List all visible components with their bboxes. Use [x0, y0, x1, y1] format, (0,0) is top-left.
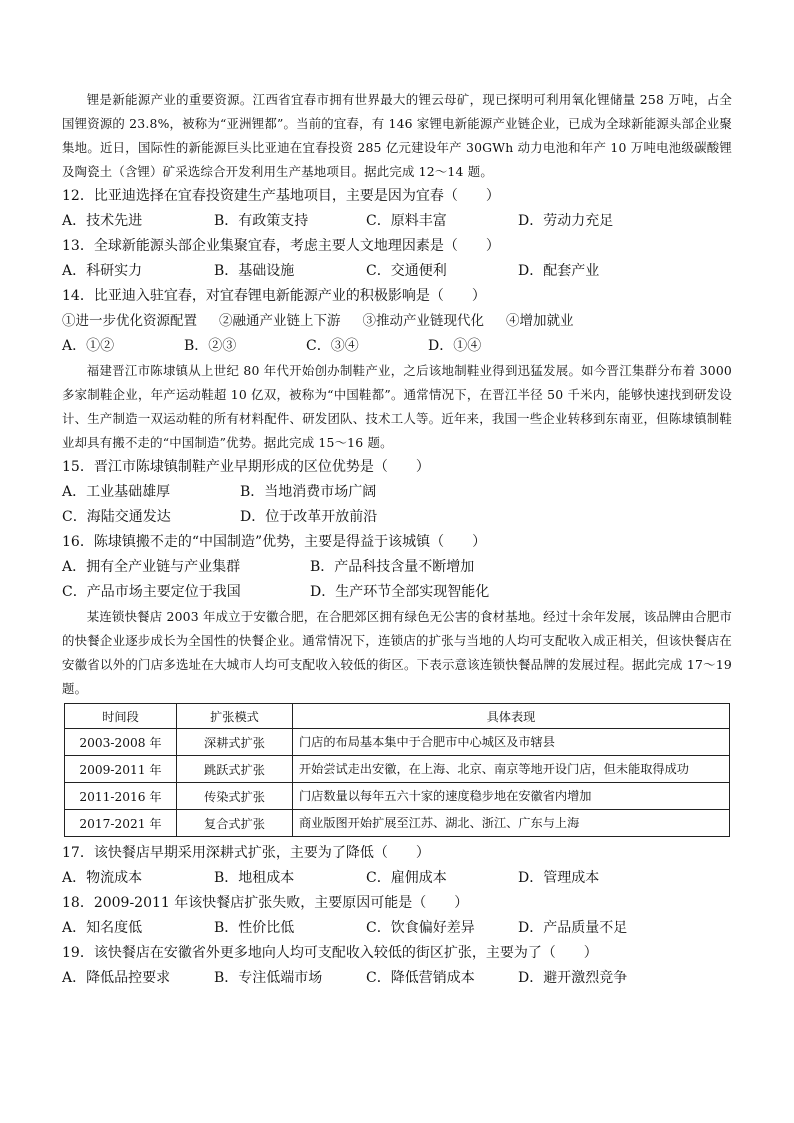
question-16: 16．陈埭镇搬不走的“中国制造”优势，主要是得益于该城镇（ ） [62, 534, 487, 550]
passage-shoes: 福建晋江市陈埭镇从上世纪 80 年代开始创办制鞋产业，之后该地制鞋业得到迅猛发展。如今晋江集群分布着 3000 多家制鞋企业，年产运动鞋超 10 亿双，被称为“中国鞋都”。通常情况下，在晋江半径 50 千米内，能够快速找到研发设计、生产制造一双运动鞋的所有材料配件、研发团队、技术工人等。近年来，我国一些企业转移到东南亚，但陈埭镇制鞋业却具有搬不走的“中国制造”优势。据此完成 15～16 题。 [62, 363, 732, 450]
period-cell: 2003-2008 年 [65, 729, 177, 756]
question-16-options-row1 [62, 555, 732, 580]
option-b[interactable]: B．②③ [184, 338, 237, 354]
period-cell: 2009-2011 年 [65, 756, 177, 783]
question-14-options [62, 334, 732, 359]
option-b[interactable]: B．性价比低 [214, 920, 295, 936]
question-12: 12．比亚迪选择在宜春投资建生产基地项目，主要是因为宜春（ ） [62, 188, 500, 204]
option-d[interactable]: D．①④ [428, 338, 482, 354]
question-13-options [62, 259, 732, 284]
table-row [65, 810, 730, 837]
detail-cell: 开始尝试走出安徽，在上海、北京、南京等地开设门店，但未能取得成功 [293, 756, 730, 783]
mode-cell: 复合式扩张 [177, 810, 293, 837]
option-b[interactable]: B．当地消费市场广阔 [240, 484, 377, 500]
detail-cell: 商业版图开始扩展至江苏、湖北、浙江、广东与上海 [293, 810, 730, 837]
expansion-table [64, 703, 730, 837]
table-header: 扩张模式 [177, 704, 293, 729]
option-c[interactable]: C．产品市场主要定位于我国 [62, 584, 241, 600]
option-a[interactable]: A．知名度低 [62, 920, 143, 936]
passage-fastfood: 某连锁快餐店 2003 年成立于安徽合肥，在合肥郊区拥有绿色无公害的食材基地。经过十余年发展，该品牌由合肥市的快餐企业逐步成长为全国性的快餐企业。通常情况下，连锁店的扩张与当地的人均可支配收入成正相关，但该快餐店在安徽省以外的门店多选址在大城市人均可支配收入较低的街区。下表示意该连锁快餐品牌的发展过程。据此完成 17～19 题。 [62, 609, 732, 696]
option-b[interactable]: B．专注低端市场 [214, 970, 323, 986]
table-header-row [65, 704, 730, 729]
option-a[interactable]: A．科研实力 [62, 263, 143, 279]
statement-4: ④增加就业 [506, 313, 574, 329]
option-a[interactable]: A．降低品控要求 [62, 970, 171, 986]
option-c[interactable]: C．③④ [306, 338, 359, 354]
question-18-options [62, 916, 732, 941]
option-b[interactable]: B．有政策支持 [214, 213, 309, 229]
option-d[interactable]: D．管理成本 [518, 870, 600, 886]
question-16-options-row2 [62, 580, 732, 605]
option-d[interactable]: D．产品质量不足 [518, 920, 628, 936]
question-17-options [62, 866, 732, 891]
option-a[interactable]: A．①② [62, 338, 115, 354]
table-row [65, 729, 730, 756]
option-c[interactable]: C．降低营销成本 [366, 970, 475, 986]
question-15-options-row2 [62, 505, 732, 530]
option-d[interactable]: D．配套产业 [518, 263, 600, 279]
period-cell: 2017-2021 年 [65, 810, 177, 837]
statement-3: ③推动产业链现代化 [362, 313, 484, 329]
table-header: 时间段 [65, 704, 177, 729]
question-14: 14．比亚迪入驻宜春，对宜春锂电新能源产业的积极影响是（ ） [62, 288, 486, 304]
option-d[interactable]: D．位于改革开放前沿 [240, 509, 378, 525]
question-15-options-row1 [62, 480, 732, 505]
option-a[interactable]: A．技术先进 [62, 213, 143, 229]
statement-1: ①进一步优化资源配置 [62, 313, 197, 329]
option-c[interactable]: C．海陆交通发达 [62, 509, 171, 525]
exam-page [62, 88, 732, 991]
table-row [65, 783, 730, 810]
mode-cell: 跳跃式扩张 [177, 756, 293, 783]
option-c[interactable]: C．饮食偏好差异 [366, 920, 475, 936]
passage-lithium: 锂是新能源产业的重要资源。江西省宜春市拥有世界最大的锂云母矿，现已探明可利用氧化锂储量 258 万吨，占全国锂资源的 23.8%，被称为“亚洲锂都”。当前的宜春，有 146 家锂电新能源产业链企业，已成为全球新能源头部企业聚集地。近日，国际性的新能源巨头比亚迪在宜春投资 285 亿元建设年产 30GWh 动力电池和年产 10 万吨电池级碳酸锂及陶瓷土（含锂）矿采选综合开发利用生产基地项目。据此完成 12～14 题。 [62, 92, 732, 179]
question-13: 13．全球新能源头部企业集聚宜春，考虑主要人文地理因素是（ ） [62, 238, 500, 254]
statement-2: ②融通产业链上下游 [219, 313, 341, 329]
detail-cell: 门店的布局基本集中于合肥市中心城区及市辖县 [293, 729, 730, 756]
mode-cell: 深耕式扩张 [177, 729, 293, 756]
period-cell: 2011-2016 年 [65, 783, 177, 810]
detail-cell: 门店数量以每年五六十家的速度稳步地在安徽省内增加 [293, 783, 730, 810]
question-19: 19．该快餐店在安徽省外更多地向人均可支配收入较低的街区扩张，主要为了（ ） [62, 945, 598, 961]
option-b[interactable]: B．基础设施 [214, 263, 295, 279]
option-d[interactable]: D．生产环节全部实现智能化 [310, 584, 490, 600]
option-a[interactable]: A．物流成本 [62, 870, 143, 886]
table-header: 具体表现 [293, 704, 730, 729]
option-c[interactable]: C．原料丰富 [366, 213, 447, 229]
question-17: 17．该快餐店早期采用深耕式扩张，主要为了降低（ ） [62, 845, 430, 861]
option-d[interactable]: D．劳动力充足 [518, 213, 614, 229]
question-12-options [62, 209, 732, 234]
question-14-statements [62, 309, 732, 334]
option-b[interactable]: B．地租成本 [214, 870, 295, 886]
question-15: 15．晋江市陈埭镇制鞋产业早期形成的区位优势是（ ） [62, 459, 430, 475]
mode-cell: 传染式扩张 [177, 783, 293, 810]
question-19-options [62, 966, 732, 991]
option-d[interactable]: D．避开激烈竞争 [518, 970, 628, 986]
option-a[interactable]: A．拥有全产业链与产业集群 [62, 559, 241, 575]
table-row [65, 756, 730, 783]
question-18: 18．2009-2011 年该快餐店扩张失败，主要原因可能是（ ） [62, 895, 469, 911]
option-c[interactable]: C．雇佣成本 [366, 870, 447, 886]
option-b[interactable]: B．产品科技含量不断增加 [310, 559, 475, 575]
option-c[interactable]: C．交通便利 [366, 263, 447, 279]
option-a[interactable]: A．工业基础雄厚 [62, 484, 171, 500]
